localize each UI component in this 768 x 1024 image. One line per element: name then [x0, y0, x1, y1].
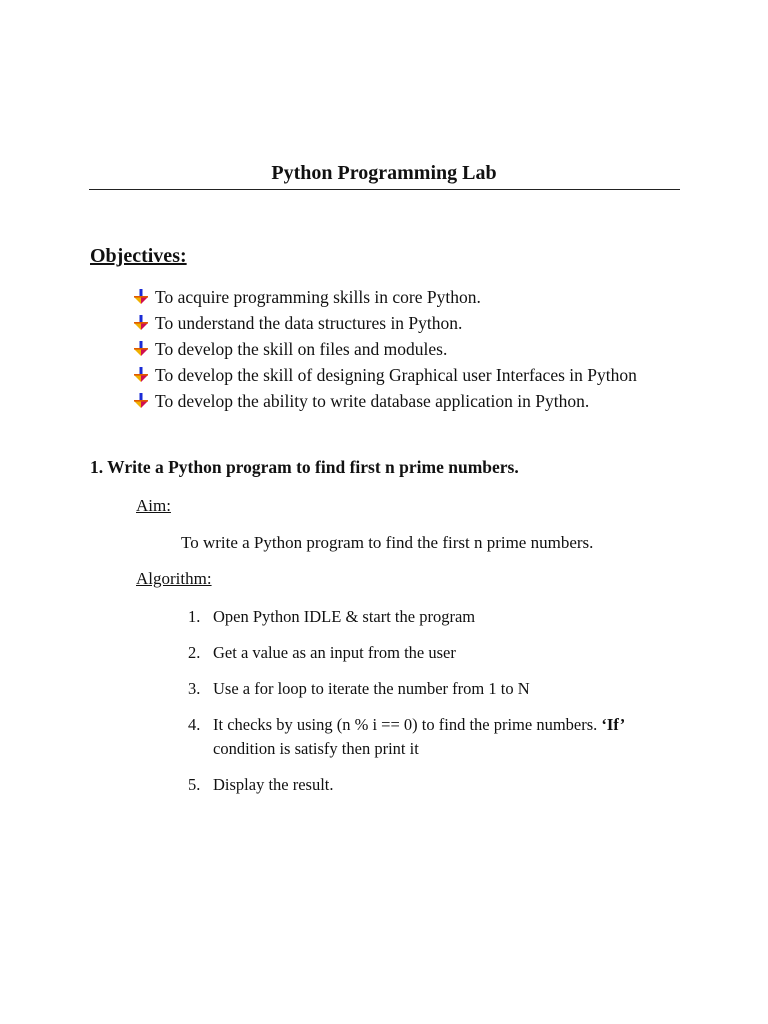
list-item: [188, 641, 625, 665]
algorithm-label: Algorithm:: [136, 569, 212, 588]
step-text: Use a for loop to iterate the number from 1 to N: [213, 679, 530, 698]
objectives-list: [132, 284, 637, 414]
objectives-heading: Objectives:: [90, 245, 187, 267]
step-text-part: condition is satisfy then print it: [213, 739, 419, 758]
aim-text: To write a Python program to find the first n prime numbers.: [181, 533, 594, 552]
step-text: [213, 713, 625, 761]
list-item: [188, 605, 625, 629]
arrow-down-bullet-icon: [132, 340, 150, 358]
step-number: 3.: [188, 679, 201, 698]
question-heading: 1. Write a Python program to find first n prime numbers.: [90, 457, 519, 477]
aim-label: Aim:: [136, 496, 171, 515]
step-text: Display the result.: [213, 775, 334, 794]
title-divider: [89, 189, 680, 190]
list-item: [132, 388, 637, 414]
objective-text: To develop the skill of designing Graphical user Interfaces in Python: [155, 365, 637, 385]
arrow-down-bullet-icon: [132, 288, 150, 306]
page-title: Python Programming Lab: [271, 162, 497, 184]
step-text-part: It checks by using (n % i == 0) to find the prime numbers.: [213, 715, 602, 734]
list-item: [132, 310, 637, 336]
list-item: [188, 677, 625, 701]
list-item: [188, 713, 625, 761]
step-number: 5.: [188, 775, 201, 794]
list-item: [132, 362, 637, 388]
arrow-down-bullet-icon: [132, 392, 150, 410]
step-number: 1.: [188, 607, 201, 626]
list-item: [132, 336, 637, 362]
step-number: 2.: [188, 643, 201, 662]
step-text: Get a value as an input from the user: [213, 643, 456, 662]
objective-text: To develop the skill on files and modules.: [155, 339, 448, 359]
objective-text: To develop the ability to write database application in Python.: [155, 391, 590, 411]
algorithm-steps: [188, 605, 625, 809]
arrow-down-bullet-icon: [132, 314, 150, 332]
arrow-down-bullet-icon: [132, 366, 150, 384]
if-keyword: ‘If’: [601, 715, 626, 734]
objective-text: To understand the data structures in Python.: [155, 313, 463, 333]
step-text: Open Python IDLE & start the program: [213, 607, 476, 626]
objective-text: To acquire programming skills in core Python.: [155, 287, 481, 307]
list-item: [132, 284, 637, 310]
step-number: 4.: [188, 715, 201, 734]
list-item: [188, 773, 625, 797]
